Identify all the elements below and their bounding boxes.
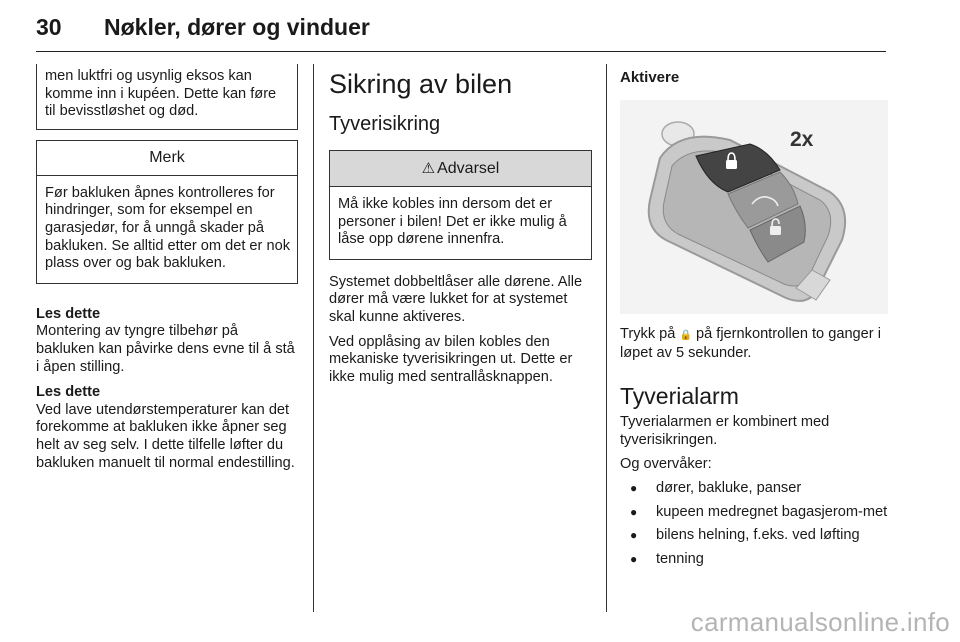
note-1-title: Les dette [36,305,101,322]
note-1-text: Montering av tyngre tilbehør på bakluken kan påvirke dens evne til å stå i åpen stilling. [36,323,295,375]
merk-box-text: Før bakluken åpnes kontrolleres for hindringer, som for eksempel en garasjedør, for å unngå skader på bakluken. Se alltid etter om det er nok plass over og bak bakluken. [45,184,290,272]
merk-box [36,140,298,284]
note-2 [36,384,298,472]
monitor-list [620,480,888,568]
alarm-heading: Tyverialarm [620,383,739,410]
column-2 [329,64,592,386]
lock-icon: 🔒 [679,330,692,341]
instruction-before: Trykk på [620,326,680,342]
monitor-intro: Og overvåker: [620,456,712,473]
list-item: ● bilens helning, f.eks. ved løfting [620,527,888,545]
list-item: ● kupeen medregnet bagasjerom-met [620,504,888,522]
continued-warning-text: men luktfri og usynlig eksos kan komme inn i kupéen. Dette kan føre til bevisstløshet og død. [45,68,277,120]
list-item: ● dører, bakluke, panser [620,480,888,498]
note-2-title: Les dette [36,384,101,401]
paragraph-2: Ved opplåsing av bilen kobles den mekaniske tyverisikringen ut. Dette er ikke mulig med sentrallåsknappen. [329,333,573,385]
column-1 [36,64,298,472]
note-1 [36,306,298,376]
warning-box-title: Advarsel [437,160,500,177]
merk-box-title: Merk [37,141,297,176]
section-heading: Sikring av bilen [329,69,513,99]
alarm-text: Tyverialarmen er kombinert med tyverisikringen. [620,414,830,448]
press-count-label: 2x [790,128,814,151]
continued-warning-box [36,64,298,130]
warning-icon: ⚠ [421,160,436,177]
warning-box-header [330,151,591,187]
remote-key-fob-icon [620,100,888,314]
activate-instruction [620,326,888,362]
running-title: Nøkler, dører og vinduer [104,14,370,40]
key-fob-drawing [620,100,888,314]
warning-box [329,150,592,260]
section-subheading: Tyverisikring [329,113,441,135]
page-number: 30 [36,14,62,40]
instruction-after: på fjernkontrollen to ganger i løpet av 5 sekunder. [620,326,881,361]
column-3 [620,64,888,568]
page-header [36,8,886,52]
list-item: ● tenning [620,551,888,569]
column-divider-1 [313,64,314,612]
column-divider-2 [606,64,607,612]
activate-heading: Aktivere [620,69,680,86]
note-2-text: Ved lave utendørstemperaturer kan det forekomme at bakluken ikke åpner seg helt av seg selv. I dette tilfelle løfter du bakluken manuelt til normal endestilling. [36,401,295,471]
watermark: carmanualsonline.info [690,607,950,637]
paragraph-1: Systemet dobbeltlåser alle dørene. Alle dører må være lukket for at systemet skal kunne aktiveres. [329,273,583,325]
warning-box-text: Må ikke kobles inn dersom det er personer i bilen! Det er ikke mulig å låse opp dørene innenfra. [338,196,567,248]
